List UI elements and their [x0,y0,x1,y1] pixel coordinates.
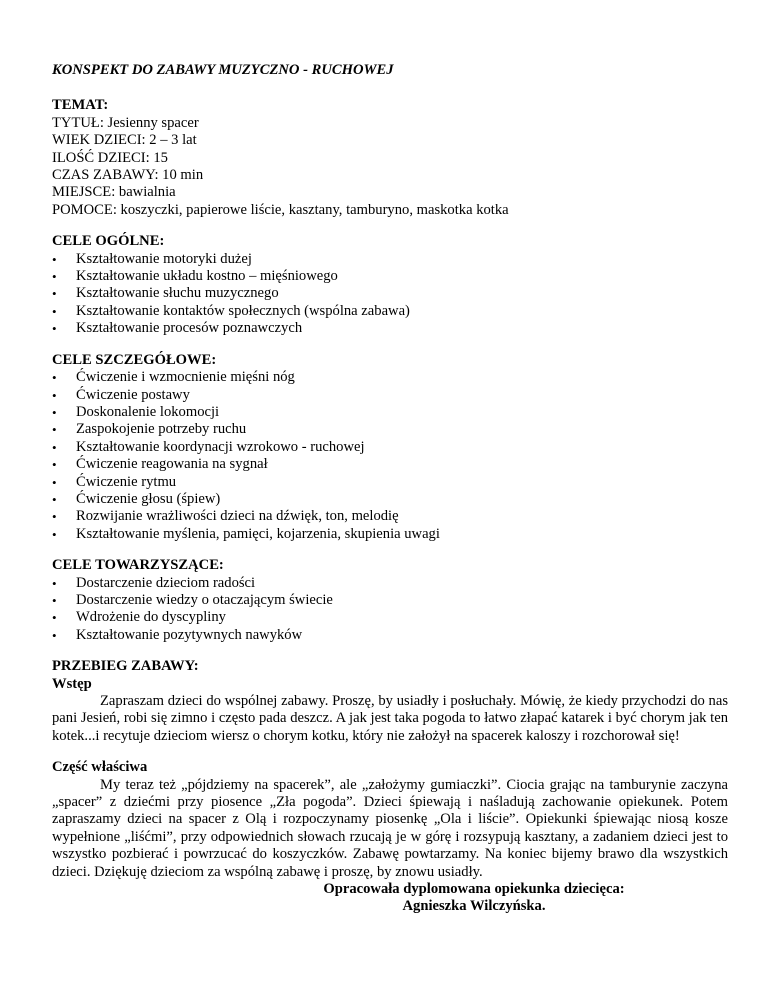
list-item [52,439,728,456]
bullet-icon: • [52,526,57,542]
specific-goals-list [52,369,728,543]
signature-block [220,881,728,916]
bullet-icon: • [52,575,57,591]
bullet-icon: • [52,286,57,302]
list-item [52,421,728,438]
list-item-text: Rozwijanie wrażliwości dzieci na dźwięk, ton, melodię [76,508,399,525]
list-item [52,320,728,337]
signature-line-author-title: Opracowała dyplomowana opiekunka dziecięca: [323,881,625,898]
bullet-icon: • [52,509,57,525]
list-item-text: Dostarczenie dzieciom radości [76,574,256,591]
list-item-text: Kształtowanie koordynacji wzrokowo - ruchowej [76,438,365,455]
list-item [52,627,728,644]
list-item-text: Ćwiczenie i wzmocnienie mięśni nóg [76,369,295,386]
list-item [52,404,728,421]
bullet-icon: • [52,422,57,438]
bullet-icon: • [52,303,57,319]
topic-aids-line: POMOCE: koszyczki, papierowe liście, kasztany, tamburyno, maskotka kotka [52,201,509,218]
list-item-text: Ćwiczenie postawy [76,386,190,403]
topic-title-line: TYTUŁ: Jesienny spacer [52,114,199,131]
list-item-text: Wdrożenie do dyscypliny [76,609,226,626]
topic-section [52,97,728,219]
list-item-text: Kształtowanie słuchu muzycznego [76,285,279,302]
intro-heading: Wstęp [52,675,92,692]
document-page [52,62,728,916]
bullet-icon: • [52,439,57,455]
list-item [52,609,728,626]
bullet-icon: • [52,457,57,473]
list-item-text: Dostarczenie wiedzy o otaczającym świecie [76,591,333,608]
general-goals-heading: CELE OGÓLNE: [52,233,165,250]
bullet-icon: • [52,269,57,285]
list-item [52,268,728,285]
bullet-icon: • [52,474,57,490]
list-item-text: Doskonalenie lokomocji [76,403,220,420]
list-item-text: Kształtowanie myślenia, pamięci, kojarzenia, skupienia uwagi [76,525,440,542]
list-item [52,303,728,320]
list-item [52,474,728,491]
bullet-icon: • [52,370,57,386]
intro-paragraph: Zapraszam dzieci do wspólnej zabawy. Proszę, by usiadły i posłuchały. Mówię, że kiedy przychodzi do nas pani Jesień, robi się zimno i często pada deszcz. A jak jest taka pogoda to łatwo złapać katarek i być chorym jak ten kotek...i recytuje dzieciom wiersz o chorym kotku, który nie założył na spacerek kaloszy i rozchorował się! [52,693,728,744]
bullet-icon: • [52,592,57,608]
list-item [52,251,728,268]
course-heading: PRZEBIEG ZABAWY: [52,658,199,675]
list-item [52,285,728,302]
list-item-text: Ćwiczenie reagowania na sygnał [76,456,268,473]
list-item [52,491,728,508]
list-item-text: Kształtowanie procesów poznawczych [76,320,303,337]
specific-goals-section [52,352,728,543]
course-section [52,658,728,881]
list-item [52,456,728,473]
general-goals-list [52,251,728,338]
bullet-icon: • [52,610,57,626]
general-goals-section [52,233,728,337]
topic-place-line: MIEJSCE: bawialnia [52,184,176,201]
list-item-text: Kształtowanie pozytywnych nawyków [76,626,303,643]
topic-count-line: ILOŚĆ DZIECI: 15 [52,149,168,166]
list-item-text: Ćwiczenie rytmu [76,473,177,490]
list-item-text: Ćwiczenie głosu (śpiew) [76,490,221,507]
list-item [52,508,728,525]
accompanying-goals-heading: CELE TOWARZYSZĄCE: [52,557,224,574]
main-part-paragraph: My teraz też „pójdziemy na spacerek”, ale „założymy gumiaczki”. Ciocia grając na tamburynie zaczyna „spacer” z dziećmi przy piosence „Zła pogoda”. Dzieci śpiewają i naśladują zachowanie opiekunek. Potem zapraszamy dzieci na spacer z Olą i rozpoczynamy piosenkę „Ola i liście”. Opiekunki śpiewając niosą kosze wypełnione „liśćmi”, przy odpowiednich słowach rzucają je w górę i rozsypują kasztany, a zadaniem dzieci jest to wszystko pozbierać i powrzucać do koszyczków. Zabawę powtarzamy. Na koniec bijemy brawo dla wszystkich dzieci. Dziękuję dzieciom za wspólną zabawę i proszę, by znowu usiadły. [52,776,728,880]
list-item [52,526,728,543]
bullet-icon: • [52,491,57,507]
list-item-text: Kształtowanie motoryki dużej [76,250,252,267]
bullet-icon: • [52,387,57,403]
list-item-text: Zaspokojenie potrzeby ruchu [76,421,247,438]
main-part-heading: Część właściwa [52,759,148,776]
list-item [52,575,728,592]
bullet-icon: • [52,404,57,420]
list-item-text: Kształtowanie kontaktów społecznych (wspólna zabawa) [76,302,410,319]
topic-heading: TEMAT: [52,97,109,114]
specific-goals-heading: CELE SZCZEGÓŁOWE: [52,351,217,368]
accompanying-goals-list [52,575,728,645]
list-item [52,369,728,386]
list-item [52,592,728,609]
bullet-icon: • [52,321,57,337]
topic-duration-line: CZAS ZABAWY: 10 min [52,167,204,184]
list-item [52,387,728,404]
signature-line-author-name: Agnieszka Wilczyńska. [402,898,546,915]
accompanying-goals-section [52,557,728,644]
list-item-text: Kształtowanie układu kostno – mięśniowego [76,268,338,285]
topic-age-line: WIEK DZIECI: 2 – 3 lat [52,132,197,149]
document-title: KONSPEKT DO ZABAWY MUZYCZNO - RUCHOWEJ [52,62,394,78]
bullet-icon: • [52,627,57,643]
bullet-icon: • [52,251,57,267]
